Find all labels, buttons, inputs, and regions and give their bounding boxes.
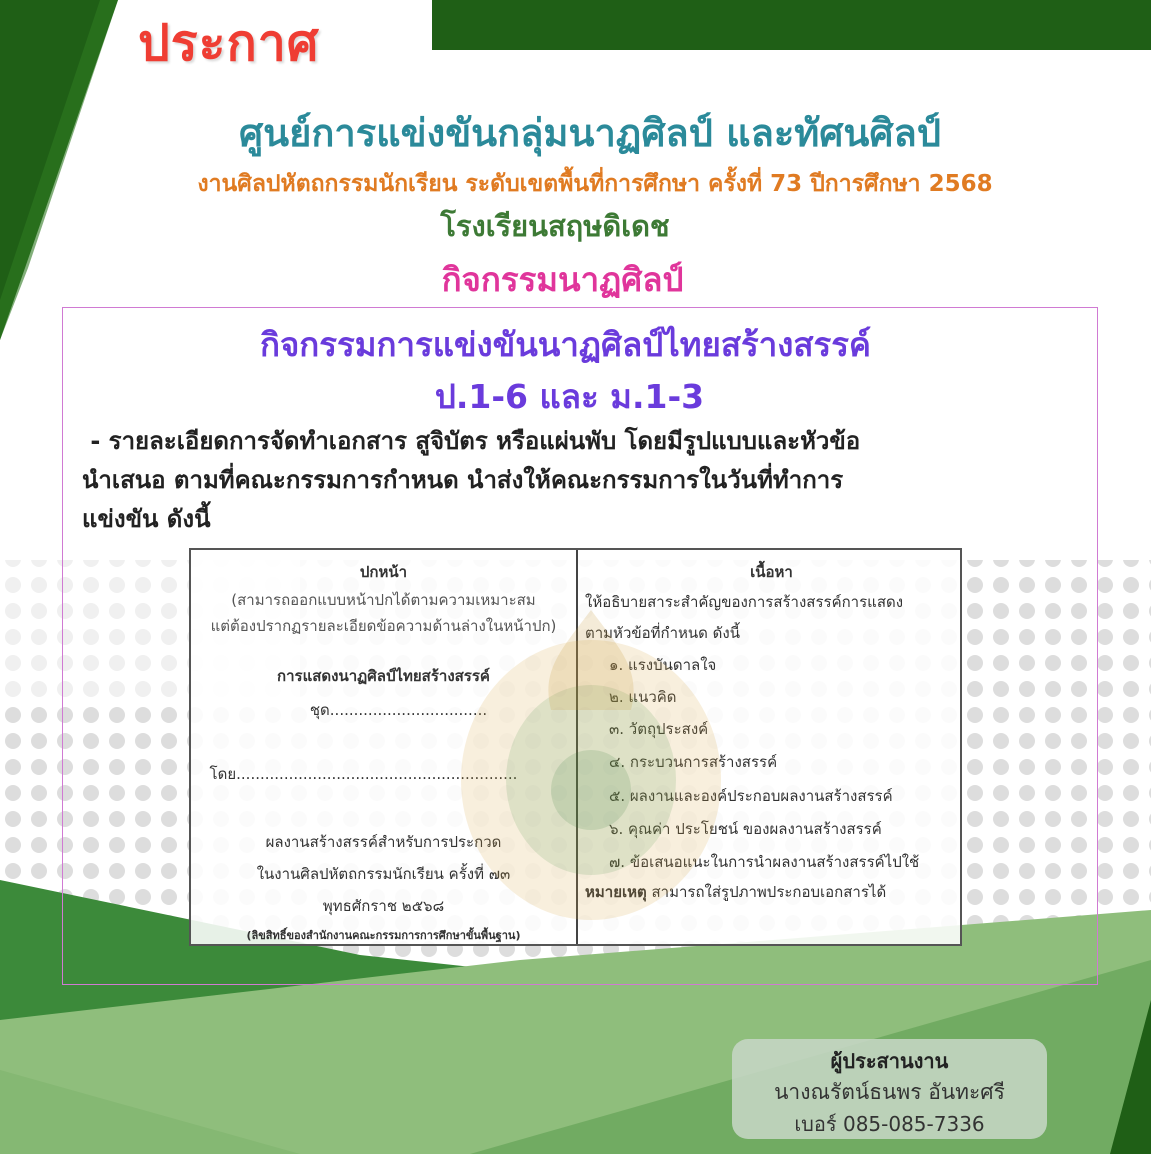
center-name: ศูนย์การแข่งขันกลุ่มนาฏศิลป์ และทัศนศิลป์ xyxy=(239,111,941,155)
content-column xyxy=(579,550,964,944)
school-name: โรงเรียนสฤษดิเดช xyxy=(440,209,670,243)
competition-levels: ป.1-6 และ ม.1-3 xyxy=(434,377,705,416)
copyright-line: (ลิขสิทธิ์ของสำนักงานคณะกรรมการการศึกษาขั้นพื้นฐาน) xyxy=(246,929,521,942)
document-format-image xyxy=(189,548,962,946)
detail-text xyxy=(82,422,1102,539)
cover-note: (สามารถออกแบบหน้าปกได้ตามความเหมาะสม xyxy=(231,591,536,609)
content-intro: ตามหัวข้อที่กำหนด ดังนี้ xyxy=(585,624,740,642)
content-item: ๗. ข้อเสนอแนะในการนำผลงานสร้างสรรค์ไปใช้ xyxy=(609,853,920,871)
detail-line: นำเสนอ ตามที่คณะกรรมการกำหนด นำส่งให้คณะกรรมการในวันที่ทำการ xyxy=(82,466,844,494)
coordinator-title: ผู้ประสานงาน xyxy=(830,1049,949,1073)
content-note xyxy=(585,880,886,904)
cover-note: แต่ต้องปรากฏรายละเอียดข้อความด้านล่างในหน้าปก) xyxy=(210,617,557,635)
event-name: งานศิลปหัตถกรรมนักเรียน ระดับเขตพื้นที่การศึกษา ครั้งที่ 73 ปีการศึกษา 2568 xyxy=(197,171,993,197)
content-item: ๓. วัตถุประสงค์ xyxy=(609,720,709,738)
show-title: การแสดงนาฏศิลป์ไทยสร้างสรรค์ xyxy=(277,667,490,685)
year-line: พุทธศักราช ๒๕๖๘ xyxy=(322,897,445,915)
coordinator-box xyxy=(732,1039,1047,1139)
content-item: ๖. คุณค่า ประโยชน์ ของผลงานสร้างสรรค์ xyxy=(609,820,882,838)
column-divider xyxy=(576,550,578,944)
note-text: สามารถใส่รูปภาพประกอบเอกสารได้ xyxy=(646,883,887,901)
content-item: ๑. แรงบันดาลใจ xyxy=(609,656,717,674)
activity-group: กิจกรรมนาฏศิลป์ xyxy=(441,260,684,299)
work-line: ในงานศิลปหัตถกรรมนักเรียน ครั้งที่ ๗๓ xyxy=(256,865,511,883)
competition-title: กิจกรรมการแข่งขันนาฏศิลป์ไทยสร้างสรรค์ xyxy=(259,325,871,364)
coordinator-phone: เบอร์ 085-085-7336 xyxy=(794,1112,985,1136)
by-line: โดย........................................................... xyxy=(209,765,518,783)
content-item: ๔. กระบวนการสร้างสรรค์ xyxy=(609,753,778,771)
work-line: ผลงานสร้างสรรค์สำหรับการประกวด xyxy=(265,833,502,851)
content-heading: เนื้อหา xyxy=(750,563,793,581)
detail-line: - รายละเอียดการจัดทำเอกสาร สูจิบัตร หรือแผ่นพับ โดยมีรูปแบบและหัวข้อ xyxy=(82,427,861,455)
detail-line: แข่งขัน ดังนี้ xyxy=(82,505,211,533)
content-item: ๒. แนวคิด xyxy=(609,688,677,706)
front-cover-heading: ปกหน้า xyxy=(359,563,408,581)
content-item: ๕. ผลงานและองค์ประกอบผลงานสร้างสรรค์ xyxy=(609,787,893,805)
coordinator-name: นางณรัตน์ธนพร อันทะศรี xyxy=(774,1080,1005,1104)
front-cover-column xyxy=(191,550,576,944)
content-intro: ให้อธิบายสาระสำคัญของการสร้างสรรค์การแสดง xyxy=(585,593,904,611)
note-label: หมายเหตุ xyxy=(585,883,647,901)
set-line: ชุด................................. xyxy=(309,701,488,719)
announcement-title: ประกาศ xyxy=(138,14,320,72)
